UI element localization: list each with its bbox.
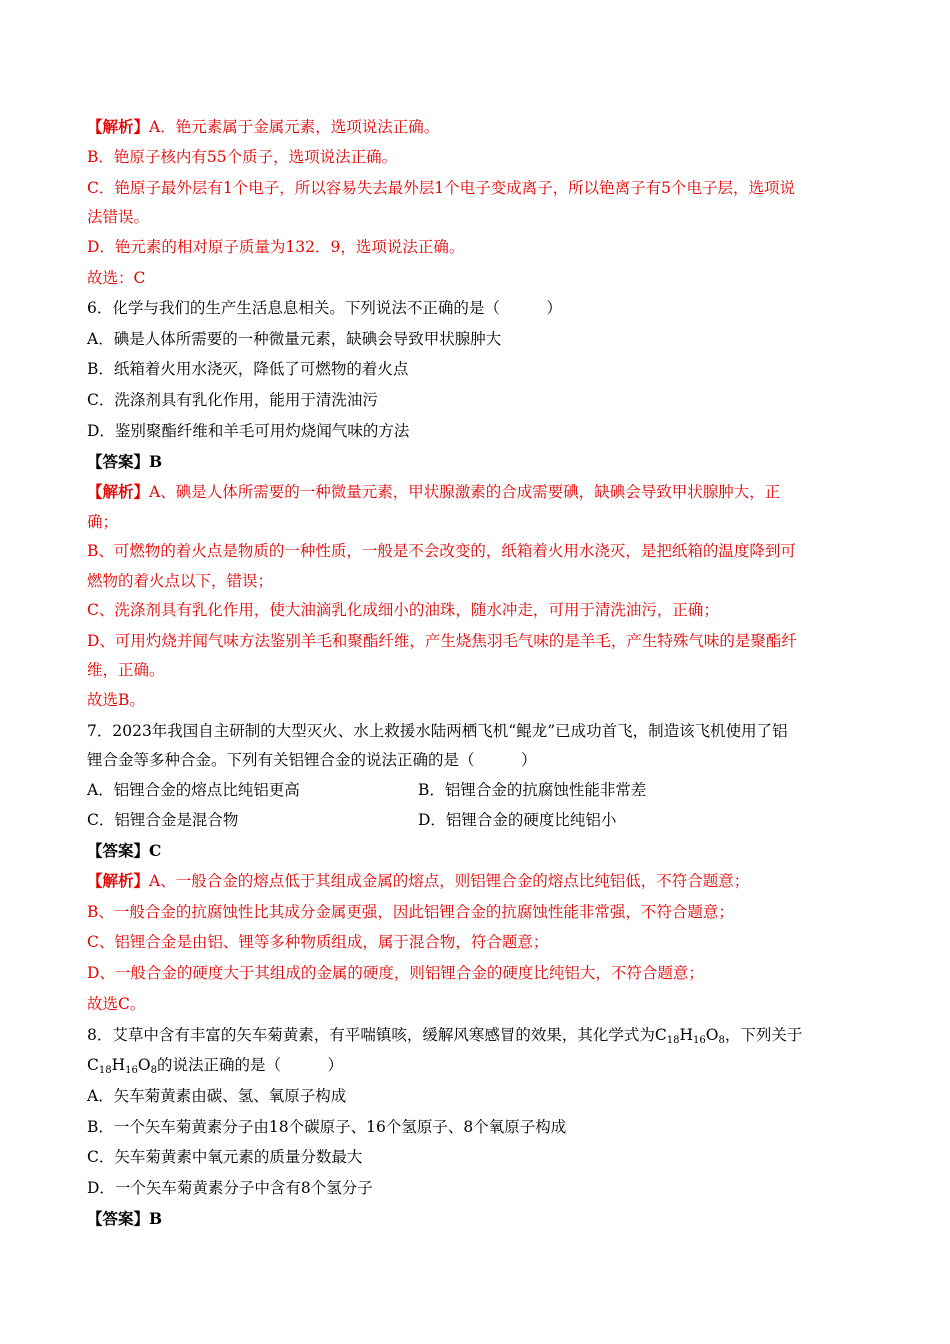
q8-option-b: B．一个矢车菊黄素分子由18个碳原子、16个氢原子、8个氧原子构成: [87, 1118, 567, 1136]
q5-analysis-line-2: B．铯原子核内有55个质子，选项说法正确。: [87, 148, 398, 166]
q5-analysis-line-5: D．铯元素的相对原子质量为132．9，选项说法正确。: [87, 238, 465, 256]
q8-formula: $C_{18}H_{16}O_8$: [654, 1026, 725, 1046]
q7-option-b: B．铝锂合金的抗腐蚀性能非常差: [418, 781, 647, 799]
q5-conclusion: 故选：C: [87, 269, 146, 287]
q6-analysis-line-2: 确；: [87, 513, 119, 531]
q6-option-d: D．鉴别聚酯纤维和羊毛可用灼烧闻气味的方法: [87, 422, 410, 440]
q7-analysis-line-2: B、一般合金的抗腐蚀性比其成分金属更强，因此铝锂合金的抗腐蚀性能非常强，不符合题意；: [87, 903, 734, 921]
q5-analysis-line-4: 法错误。: [87, 208, 150, 226]
q6-analysis-line-6: D、可用灼烧并闻气味方法鉴别羊毛和聚酯纤维，产生烧焦羽毛气味的是羊毛，产生特殊气味的是聚酯纤: [87, 632, 797, 650]
q7-option-a: A．铝锂合金的熔点比纯铝更高: [87, 781, 300, 799]
q7-analysis-line-4: D、一般合金的硬度大于其组成的金属的硬度，则铝锂合金的硬度比纯铝大，不符合题意；: [87, 964, 704, 982]
q8-option-a: A．矢车菊黄素由碳、氢、氧原子构成: [87, 1087, 347, 1105]
q7-conclusion: 故选C。: [87, 995, 146, 1013]
q5-analysis-line-1: 【解析】A．铯元素属于金属元素，选项说法正确。: [87, 117, 440, 136]
q7-answer: 【答案】C: [87, 841, 162, 860]
q6-option-a: A．碘是人体所需要的一种微量元素，缺碘会导致甲状腺肿大: [87, 330, 502, 348]
q7-analysis-tag: 【解析】: [87, 871, 150, 890]
q6-option-c: C．洗涤剂具有乳化作用，能用于清洗油污: [87, 391, 378, 409]
q8-formula-2: $C_{18}H_{16}O_8$: [87, 1056, 157, 1076]
q7-stem-line-2: 锂合金等多种合金。下列有关铝锂合金的说法正确的是（ ）: [87, 751, 537, 769]
q6-conclusion: 故选B。: [87, 691, 145, 709]
q8-answer: 【答案】B: [87, 1209, 163, 1228]
q8-stem-line-1: 8．艾草中含有丰富的矢车菊黄素，有平喘镇咳，缓解风寒感冒的效果，其化学式为$C_{18}H_{16}O_8$，下列关于: [87, 1026, 803, 1046]
q6-answer: 【答案】B: [87, 452, 163, 471]
q5-analysis-line-3: C．铯原子最外层有1个电子，所以容易失去最外层1个电子变成离子，所以铯离子有5个电子层，选项说: [87, 179, 795, 197]
q7-option-d: D．铝锂合金的硬度比纯铝小: [418, 811, 617, 829]
q6-analysis-line-5: C、洗涤剂具有乳化作用，使大油滴乳化成细小的油珠，随水冲走，可用于清洗油污，正确；: [87, 601, 719, 619]
q6-option-b: B．纸箱着火用水浇灭，降低了可燃物的着火点: [87, 360, 409, 378]
q8-stem-line-2: $C_{18}H_{16}O_8$的说法正确的是（ ）: [87, 1056, 343, 1076]
q6-analysis-line-4: 燃物的着火点以下，错误；: [87, 572, 274, 590]
q5-analysis-tag: 【解析】: [87, 117, 150, 136]
q6-analysis-line-7: 维，正确。: [87, 661, 165, 679]
q7-analysis-line-3: C、铝锂合金是由铝、锂等多种物质组成，属于混合物，符合题意；: [87, 933, 549, 951]
q7-option-c: C．铝锂合金是混合物: [87, 811, 239, 829]
q8-option-c: C．矢车菊黄素中氧元素的质量分数最大: [87, 1148, 363, 1166]
q7-stem-line-1: 7．2023年我国自主研制的大型灭火、水上救援水陆两栖飞机“鲲龙”已成功首飞，制造该飞机使用了铝: [87, 722, 788, 740]
q6-analysis-line-3: B、可燃物的着火点是物质的一种性质，一般是不会改变的，纸箱着火用水浇灭，是把纸箱的温度降到可: [87, 542, 796, 560]
q8-option-d: D．一个矢车菊黄素分子中含有8个氢分子: [87, 1179, 373, 1197]
q6-analysis-tag: 【解析】: [87, 482, 150, 501]
q7-analysis-line-1: 【解析】A、一般合金的熔点低于其组成金属的熔点，则铝锂合金的熔点比纯铝低，不符合题意；: [87, 871, 750, 890]
q6-analysis-line-1: 【解析】A、碘是人体所需要的一种微量元素，甲状腺激素的合成需要碘，缺碘会导致甲状腺肿大，正: [87, 482, 781, 501]
q6-stem: 6．化学与我们的生产生活息息相关。下列说法不正确的是（ ）: [87, 299, 562, 317]
